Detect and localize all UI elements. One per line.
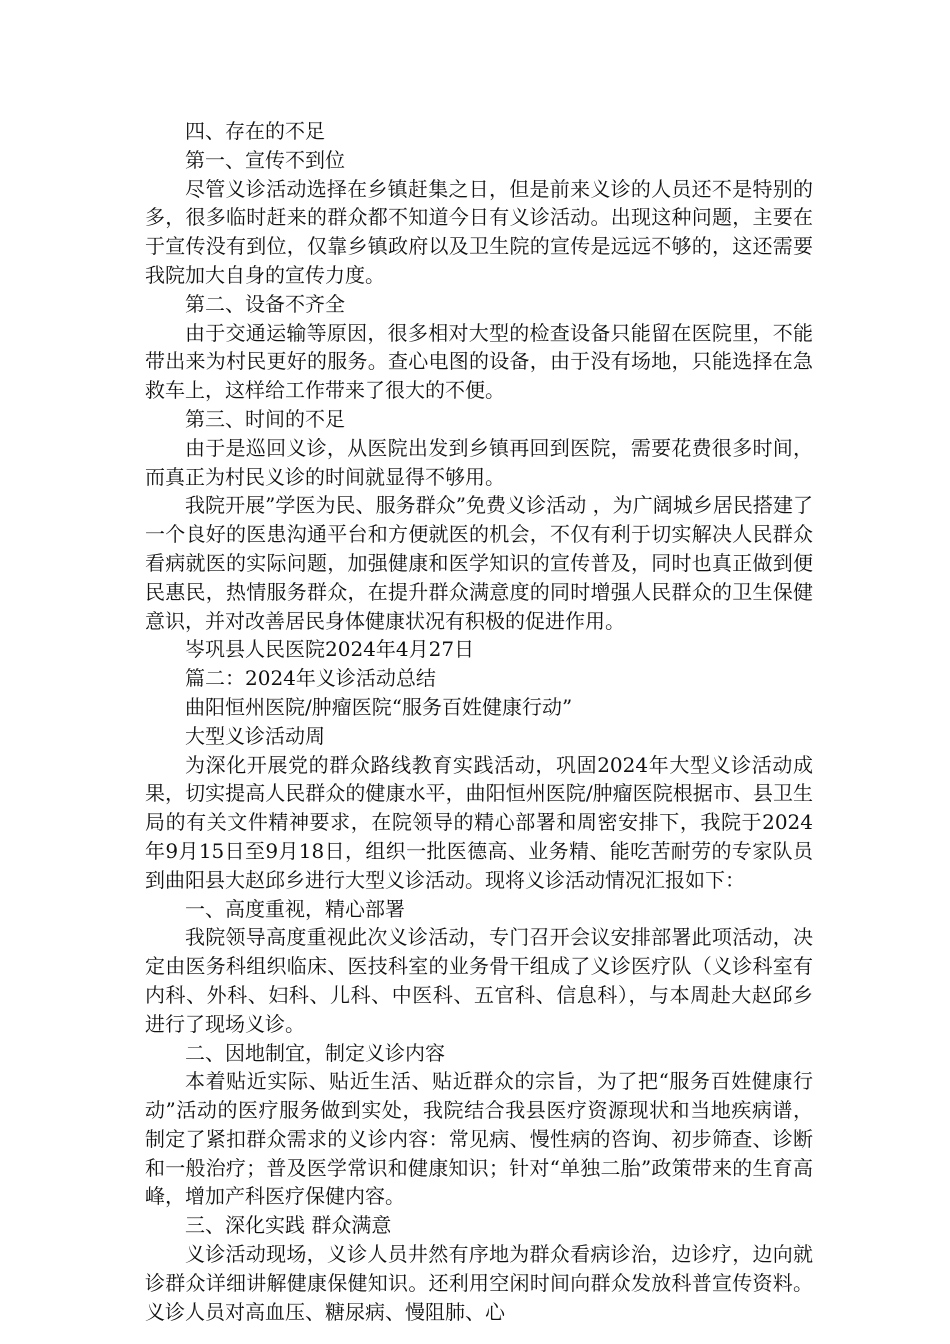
event-subtitle: 大型义诊活动周 [185,723,325,748]
paragraph-time: 由于是巡回义诊，从医院出发到乡镇再回到医院，需要花费很多时间，而真正为村民义诊的时间就显得不够用。 [145,435,813,489]
paragraph-section-3: 义诊活动现场，义诊人员井然有序地为群众看病诊治，边诊疗，边向就诊群众详细讲解健康保健知识。还利用空闲时间向群众发放科普宣传资料。义诊人员对高血压、糖尿病、慢阻肺、心 [145,1242,813,1324]
paragraph-publicity: 尽管义诊活动选择在乡镇赶集之日，但是前来义诊的人员还不是特别的多，很多临时赶来的群众都不知道今日有义诊活动。出现这种问题，主要在于宣传没有到位，仅靠乡镇政府以及卫生院的宣传是远远不够的，这还需要我院加大自身的宣传力度。 [145,176,813,287]
paragraph-intro: 为深化开展党的群众路线教育实践活动，巩固2024年大型义诊活动成果，切实提高人民群众的健康水平，曲阳恒州医院/肿瘤医院根据市、县卫生局的有关文件精神要求，在院领导的精心部署和周密安排下，我院于2024年9月15日至9月18日，组织一批医德高、业务精、能吃苦耐劳的专家队员到曲阳县大赵邱乡进行大型义诊活动。现将义诊活动情况汇报如下： [145,752,813,892]
paragraph-section-1: 我院领导高度重视此次义诊活动，专门召开会议安排部署此项活动，决定由医务科组织临床、医技科室的业务骨干组成了义诊医疗队（义诊科室有内科、外科、妇科、儿科、中医科、五官科、信息科），与本周赴大赵邱乡进行了现场义诊。 [145,925,813,1036]
section-heading-3: 三、深化实践 群众满意 [185,1213,392,1238]
chapter-title: 篇二：2024年义诊活动总结 [185,666,436,691]
paragraph-conclusion: 我院开展”学医为民、服务群众”免费义诊活动 ，为广阔城乡居民搭建了一个良好的医患沟通平台和方便就医的机会，不仅有利于切实解决人民群众看病就医的实际问题，加强健康和医学知识的宣传普及，同时也真正做到便民惠民，热情服务群众，在提升群众满意度的同时增强人民群众的卫生保健意识，并对改善居民身体健康状况有积极的促进作用。 [145,493,813,633]
section-heading-1: 一、高度重视，精心部署 [185,896,405,921]
paragraph-section-2: 本着贴近实际、贴近生活、贴近群众的宗旨，为了把“服务百姓健康行动”活动的医疗服务做到实处，我院结合我县医疗资源现状和当地疾病谱，制定了紧扣群众需求的义诊内容：常见病、慢性病的咨询、初步筛查、诊断和一般治疗；普及医学常识和健康知识；针对“单独二胎”政策带来的生育高峰，增加产科医疗保健内容。 [145,1069,813,1209]
paragraph-equipment: 由于交通运输等原因，很多相对大型的检查设备只能留在医院里，不能带出来为村民更好的服务。查心电图的设备，由于没有场地，只能选择在急救车上，这样给工作带来了很大的不便。 [145,320,813,403]
event-title: 曲阳恒州医院/肿瘤医院“服务百姓健康行动” [185,694,573,719]
subheading-equipment: 第二、设备不齐全 [185,291,345,316]
subheading-time: 第三、时间的不足 [185,406,345,431]
section-heading-shortcomings: 四、存在的不足 [185,119,325,143]
subheading-publicity: 第一、宣传不到位 [185,147,345,172]
section-heading-2: 二、因地制宜，制定义诊内容 [185,1040,445,1065]
document-body [145,117,813,1326]
signature-date: 岑巩县人民医院2024年4月27日 [185,637,475,662]
